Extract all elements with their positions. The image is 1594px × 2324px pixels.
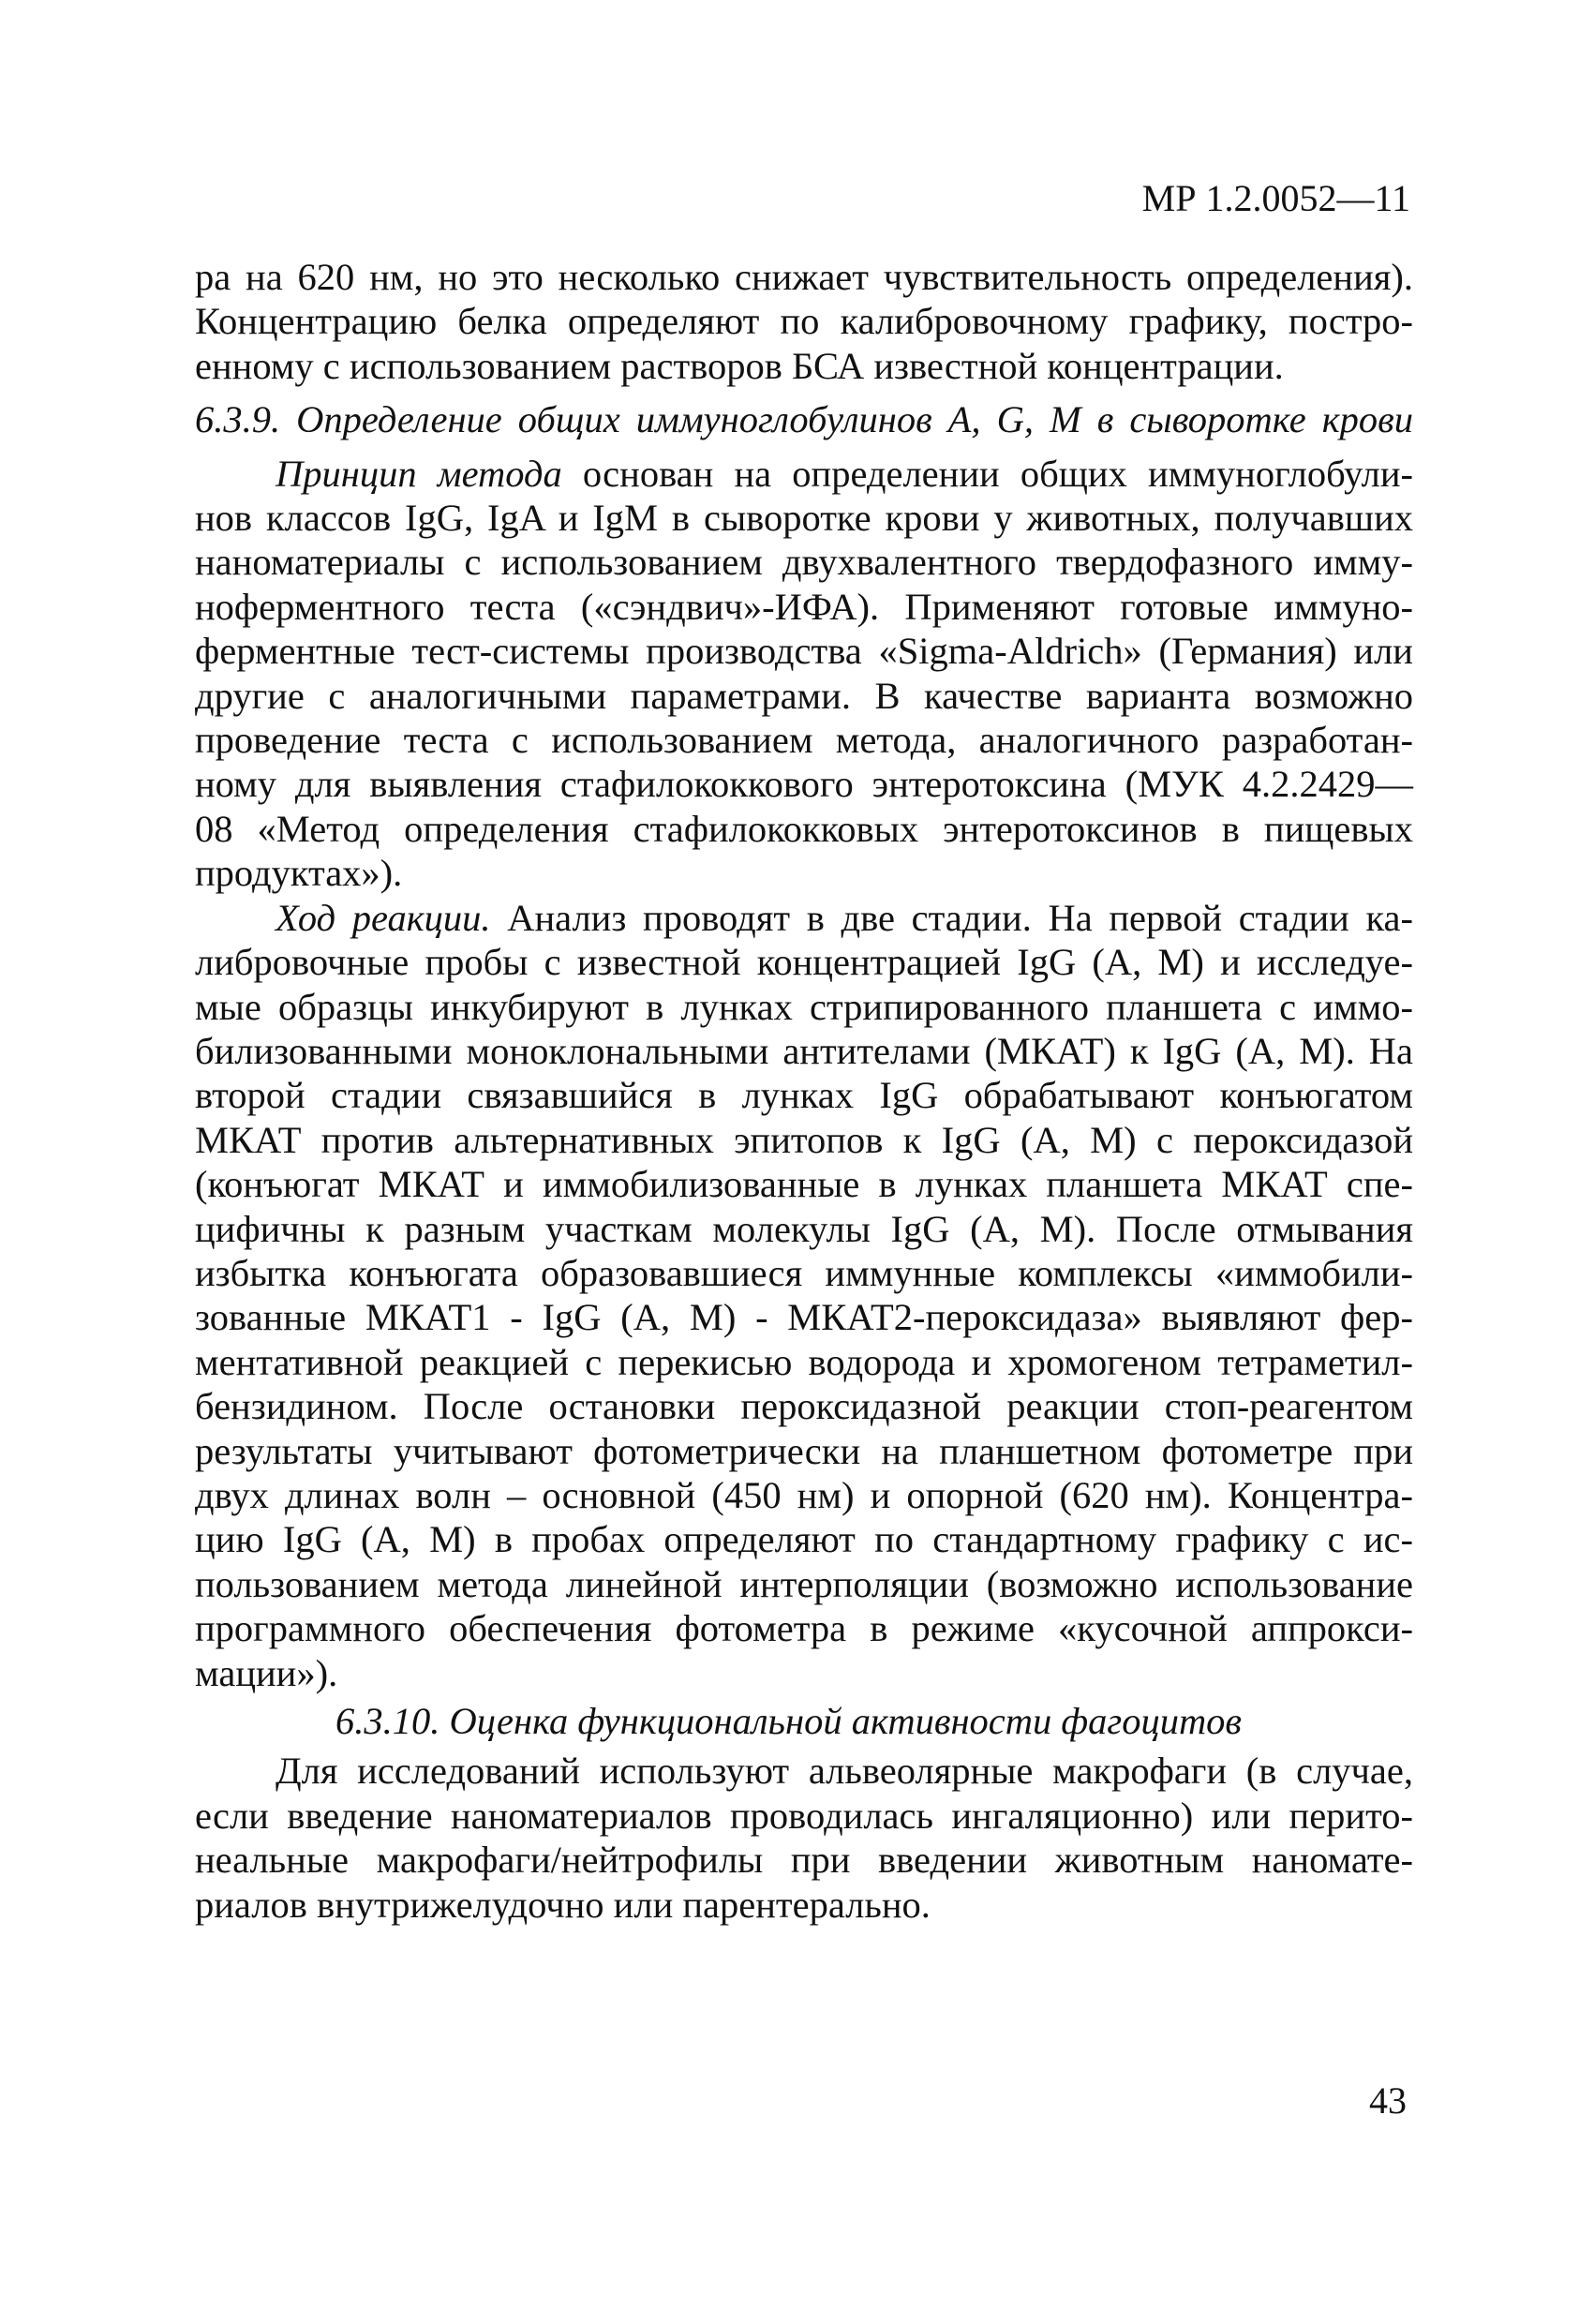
text-line: цию IgG (A, M) в пробах определяют по стандартному графику с ис- <box>195 1518 1413 1561</box>
text-line: либровочные пробы с известной концентрацией IgG (A, M) и исследуе- <box>195 941 1413 984</box>
text-line: (конъюгат МКАТ и иммобилизованные в лунках планшета МКАТ спе- <box>195 1163 1413 1206</box>
text-line: мации»). <box>195 1651 338 1694</box>
text-line: мые образцы инкубируют в лунках стрипированного планшета с иммо- <box>195 985 1413 1028</box>
text-line: 08 «Метод определения стафилококковых энтеротоксинов в пищевых <box>195 807 1413 850</box>
text-line: цифичны к разным участкам молекулы IgG (A, M). После отмывания <box>195 1207 1413 1250</box>
text-line: программного обеспечения фотометра в режиме «кусочной аппрокси- <box>195 1607 1413 1650</box>
section-heading-6-3-10: 6.3.10. Оценка функциональной активности фагоцитов <box>335 1700 1243 1742</box>
text-line <box>195 896 1413 940</box>
text-line: другие с аналогичными параметрами. В качестве варианта возможно <box>195 674 1413 717</box>
text-line: наноматериалы с использованием двухвалентного твердофазного имму- <box>195 541 1413 584</box>
text-line: ноферментного теста («сэндвич»-ИФА). Применяют готовые иммуно- <box>195 585 1413 628</box>
page-number: 43 <box>1369 2079 1407 2122</box>
text-line: если введение наноматериалов проводилась ингаляционно) или перито- <box>195 1794 1413 1837</box>
document-body <box>195 255 1413 1927</box>
text-line: бензидином. После остановки пероксидазной реакции стоп-реагентом <box>195 1385 1413 1428</box>
text-line: ферментные тест-системы производства «Sigma-Aldrich» (Германия) или <box>195 630 1413 673</box>
italic-lead: Принцип метода <box>276 452 562 495</box>
text-line: Для исследований используют альвеолярные макрофаги (в случае, <box>276 1750 1413 1793</box>
text-line: второй стадии связавшийся в лунках IgG обрабатывают конъюгатом <box>195 1074 1413 1117</box>
text-line: результаты учитывают фотометрически на планшетном фотометре при <box>195 1429 1413 1472</box>
text-line: проведение теста с использованием метода, аналогичного разработан- <box>195 719 1413 762</box>
text-line: риалов внутрижелудочно или парентерально. <box>195 1883 931 1926</box>
text-line: нов классов IgG, IgA и IgM в сыворотке крови у животных, получавших <box>195 497 1413 540</box>
text-line: билизованными моноклональными антителами (МКАТ) к IgG (A, M). На <box>195 1029 1413 1072</box>
text-line: ра на 620 нм, но это несколько снижает чувствительность определения). <box>195 256 1413 298</box>
text-line: енному с использованием растворов БСА известной концентрации. <box>195 344 1284 387</box>
text-line: зованные МКАТ1 - IgG (A, M) - МКАТ2-пероксидаза» выявляют фер- <box>195 1296 1413 1339</box>
text-line: избытка конъюгата образовавшиеся иммунные комплексы «иммобили- <box>195 1251 1413 1294</box>
italic-lead: Ход реакции. <box>276 896 491 939</box>
text-line: ментативной реакцией с перекисью водорода и хромогеном тетраметил- <box>195 1340 1413 1383</box>
text-line <box>195 452 1413 496</box>
text-line: пользованием метода линейной интерполяции (возможно использование <box>195 1562 1413 1605</box>
text-line: МКАТ против альтернативных эпитопов к IgG (A, M) с пероксидазой <box>195 1118 1413 1161</box>
text-line: ному для выявления стафилококкового энтеротоксина (МУК 4.2.2429— <box>195 763 1413 806</box>
text-line: продуктах»). <box>195 852 403 895</box>
text-span: Анализ проводят в две стадии. На первой стадии ка- <box>490 896 1413 939</box>
section-heading-6-3-9: 6.3.9. Определение общих иммуноглобулинов A, G, M в сыворотке крови <box>195 398 1413 441</box>
text-span: основан на определении общих иммуноглобули- <box>561 452 1413 495</box>
text-line: Концентрацию белка определяют по калибровочному графику, постро- <box>195 300 1413 343</box>
text-line: двух длинах волн – основной (450 нм) и опорной (620 нм). Концентра- <box>195 1473 1413 1516</box>
text-line: неальные макрофаги/нейтрофилы при введении животным наномате- <box>195 1839 1413 1882</box>
document-code-header: МР 1.2.0052—11 <box>1141 177 1410 219</box>
